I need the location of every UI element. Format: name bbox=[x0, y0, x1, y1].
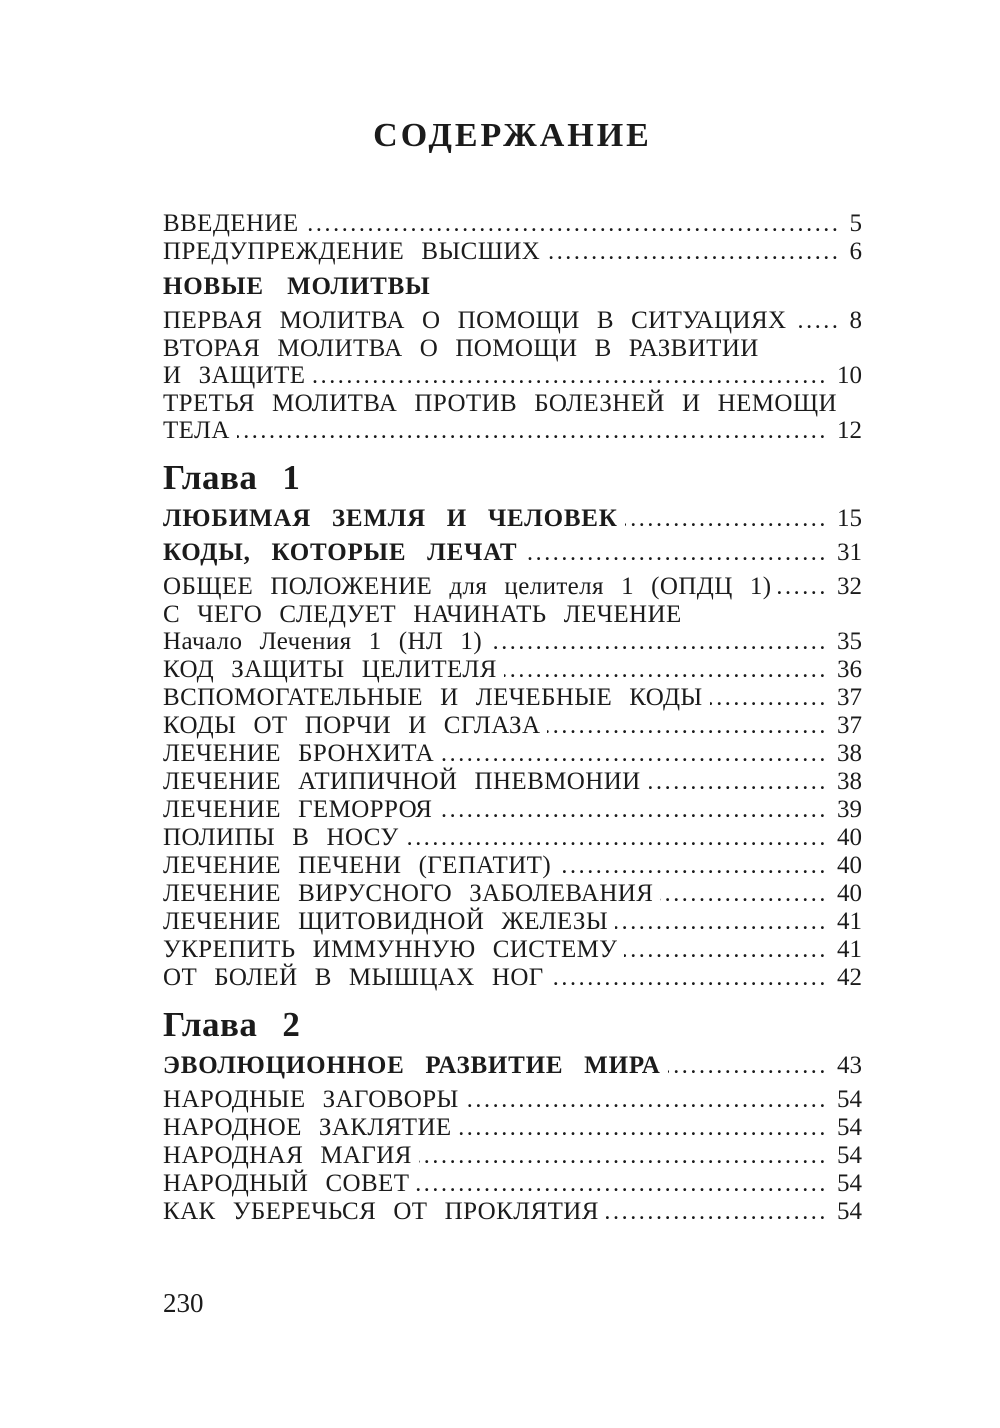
entry-title: ВТОРАЯ МОЛИТВА О ПОМОЩИ В РАЗВИТИИ bbox=[163, 335, 759, 362]
entry-title: ЛЮБИМАЯ ЗЕМЛЯ И ЧЕЛОВЕК bbox=[163, 505, 618, 532]
entry-title: ЛЕЧЕНИЕ ПЕЧЕНИ (ГЕПАТИТ) bbox=[163, 852, 552, 879]
entry-title: НОВЫЕ МОЛИТВЫ bbox=[163, 273, 431, 300]
toc-entry bbox=[163, 796, 862, 824]
entry-title: НАРОДНОЕ ЗАКЛЯТИЕ bbox=[163, 1114, 452, 1141]
dot-leader bbox=[419, 1143, 828, 1170]
entry-title: ЛЕЧЕНИЕ ВИРУСНОГО ЗАБОЛЕВАНИЯ bbox=[163, 880, 654, 907]
toc-entry bbox=[163, 390, 862, 417]
entry-page-number: 40 bbox=[837, 824, 862, 851]
toc-entry bbox=[163, 740, 862, 768]
dot-leader bbox=[547, 713, 828, 740]
toc-entry bbox=[163, 539, 862, 567]
chapter-heading bbox=[163, 458, 862, 498]
toc-entry bbox=[163, 908, 862, 936]
toc-entry bbox=[163, 684, 862, 712]
dot-leader bbox=[710, 685, 828, 712]
entry-title: ЛЕЧЕНИЕ ЩИТОВИДНОЙ ЖЕЛЕЗЫ bbox=[163, 908, 609, 935]
entry-title: НАРОДНАЯ МАГИЯ bbox=[163, 1142, 412, 1169]
toc-entry bbox=[163, 964, 862, 992]
entry-page-number: 41 bbox=[837, 936, 862, 963]
entry-page-number: 5 bbox=[849, 210, 862, 237]
entry-page-number: 36 bbox=[837, 656, 862, 683]
toc-entry bbox=[163, 1198, 862, 1226]
dot-leader bbox=[306, 211, 841, 238]
entry-title: ПРЕДУПРЕЖДЕНИЕ ВЫСШИХ bbox=[163, 238, 541, 265]
entry-title: ВВЕДЕНИЕ bbox=[163, 210, 299, 237]
entry-title: КАК УБЕРЕЧЬСЯ ОТ ПРОКЛЯТИЯ bbox=[163, 1198, 599, 1225]
toc-entry bbox=[163, 712, 862, 740]
entry-title: ЛЕЧЕНИЕ ГЕМОРРОЯ bbox=[163, 796, 433, 823]
dot-leader bbox=[441, 741, 828, 768]
toc-entry bbox=[163, 628, 862, 656]
dot-leader bbox=[606, 1199, 828, 1226]
entry-title: И ЗАЩИТЕ bbox=[163, 362, 306, 389]
toc-entry bbox=[163, 1086, 862, 1114]
page-title: СОДЕРЖАНИЕ bbox=[373, 117, 652, 154]
toc-entry bbox=[163, 505, 862, 533]
toc-list bbox=[163, 210, 862, 1226]
toc-entry bbox=[163, 238, 862, 266]
entry-page-number: 35 bbox=[837, 628, 862, 655]
dot-leader bbox=[439, 797, 828, 824]
dot-leader bbox=[778, 574, 828, 601]
entry-page-number: 54 bbox=[837, 1198, 862, 1225]
entry-title: ТРЕТЬЯ МОЛИТВА ПРОТИВ БОЛЕЗНЕЙ И НЕМОЩИ bbox=[163, 390, 837, 417]
entry-page-number: 39 bbox=[837, 796, 862, 823]
toc-entry bbox=[163, 824, 862, 852]
toc-entry bbox=[163, 1142, 862, 1170]
entry-page-number: 31 bbox=[837, 539, 862, 566]
toc-entry bbox=[163, 307, 862, 335]
entry-title: ЛЕЧЕНИЕ АТИПИЧНОЙ ПНЕВМОНИИ bbox=[163, 768, 641, 795]
folio-page-number: 230 bbox=[163, 1288, 204, 1318]
toc-entry bbox=[163, 417, 862, 445]
entry-title: ПЕРВАЯ МОЛИТВА О ПОМОЩИ В СИТУАЦИЯХ bbox=[163, 307, 787, 334]
dot-leader bbox=[547, 239, 840, 266]
entry-page-number: 40 bbox=[837, 880, 862, 907]
entry-title: НАРОДНЫЕ ЗАГОВОРЫ bbox=[163, 1086, 459, 1113]
entry-title: ТЕЛА bbox=[163, 417, 230, 444]
toc-entry bbox=[163, 656, 862, 684]
dot-leader bbox=[648, 769, 828, 796]
entry-page-number: 6 bbox=[849, 238, 862, 265]
entry-page-number: 12 bbox=[837, 417, 862, 444]
toc-entry bbox=[163, 936, 862, 964]
entry-title: Начало Лечения 1 (НЛ 1) bbox=[163, 628, 483, 655]
entry-title: ОБЩЕЕ ПОЛОЖЕНИЕ для целителя 1 (ОПДЦ 1) bbox=[163, 573, 772, 600]
entry-title: КОДЫ, КОТОРЫЕ ЛЕЧАТ bbox=[163, 539, 518, 566]
entry-title: ОТ БОЛЕЙ В МЫШЦАХ НОГ bbox=[163, 964, 544, 991]
entry-page-number: 54 bbox=[837, 1170, 862, 1197]
entry-page-number: 10 bbox=[837, 362, 862, 389]
entry-page-number: 54 bbox=[837, 1086, 862, 1113]
dot-leader bbox=[237, 418, 828, 445]
toc-entry bbox=[163, 362, 862, 390]
entry-page-number: 54 bbox=[837, 1142, 862, 1169]
dot-leader bbox=[466, 1087, 828, 1114]
dot-leader bbox=[615, 909, 828, 936]
entry-title: КОДЫ ОТ ПОРЧИ И СГЛАЗА bbox=[163, 712, 541, 739]
entry-title: УКРЕПИТЬ ИММУННУЮ СИСТЕМУ bbox=[163, 936, 618, 963]
entry-title: Глава 2 bbox=[163, 1005, 301, 1044]
entry-page-number: 32 bbox=[837, 573, 862, 600]
dot-leader bbox=[312, 363, 828, 390]
chapter-heading bbox=[163, 1005, 862, 1045]
dot-leader bbox=[551, 965, 828, 992]
entry-page-number: 54 bbox=[837, 1114, 862, 1141]
entry-title: НАРОДНЫЙ СОВЕТ bbox=[163, 1170, 410, 1197]
entry-title: КОД ЗАЩИТЫ ЦЕЛИТЕЛЯ bbox=[163, 656, 497, 683]
entry-page-number: 38 bbox=[837, 768, 862, 795]
entry-title: Глава 1 bbox=[163, 458, 301, 497]
dot-leader bbox=[558, 853, 828, 880]
entry-page-number: 15 bbox=[837, 505, 862, 532]
entry-title: ЛЕЧЕНИЕ БРОНХИТА bbox=[163, 740, 435, 767]
entry-title: С ЧЕГО СЛЕДУЕТ НАЧИНАТЬ ЛЕЧЕНИЕ bbox=[163, 601, 682, 628]
entry-page-number: 41 bbox=[837, 908, 862, 935]
section-heading bbox=[163, 273, 862, 300]
toc-entry bbox=[163, 1170, 862, 1198]
dot-leader bbox=[794, 308, 841, 335]
dot-leader bbox=[504, 657, 828, 684]
entry-title: ПОЛИПЫ В НОСУ bbox=[163, 824, 399, 851]
toc-entry bbox=[163, 880, 862, 908]
dot-leader bbox=[524, 540, 828, 567]
dot-leader bbox=[406, 825, 828, 852]
dot-leader bbox=[660, 881, 828, 908]
entry-page-number: 38 bbox=[837, 740, 862, 767]
dot-leader bbox=[489, 629, 828, 656]
toc-entry bbox=[163, 852, 862, 880]
entry-title: ВСПОМОГАТЕЛЬНЫЕ И ЛЕЧЕБНЫЕ КОДЫ bbox=[163, 684, 703, 711]
entry-page-number: 8 bbox=[849, 307, 862, 334]
toc-entry bbox=[163, 210, 862, 238]
toc-entry bbox=[163, 601, 862, 628]
dot-leader bbox=[625, 506, 828, 533]
entry-page-number: 40 bbox=[837, 852, 862, 879]
dot-leader bbox=[624, 937, 828, 964]
toc-entry bbox=[163, 1114, 862, 1142]
toc-page bbox=[163, 0, 862, 1226]
entry-title: ЭВОЛЮЦИОННОЕ РАЗВИТИЕ МИРА bbox=[163, 1052, 661, 1079]
entry-page-number: 42 bbox=[837, 964, 862, 991]
entry-page-number: 37 bbox=[837, 712, 862, 739]
toc-entry bbox=[163, 1052, 862, 1080]
dot-leader bbox=[459, 1115, 828, 1142]
toc-entry bbox=[163, 768, 862, 796]
entry-page-number: 37 bbox=[837, 684, 862, 711]
dot-leader bbox=[668, 1053, 828, 1080]
toc-entry bbox=[163, 573, 862, 601]
toc-entry bbox=[163, 335, 862, 362]
entry-page-number: 43 bbox=[837, 1052, 862, 1079]
dot-leader bbox=[416, 1171, 828, 1198]
